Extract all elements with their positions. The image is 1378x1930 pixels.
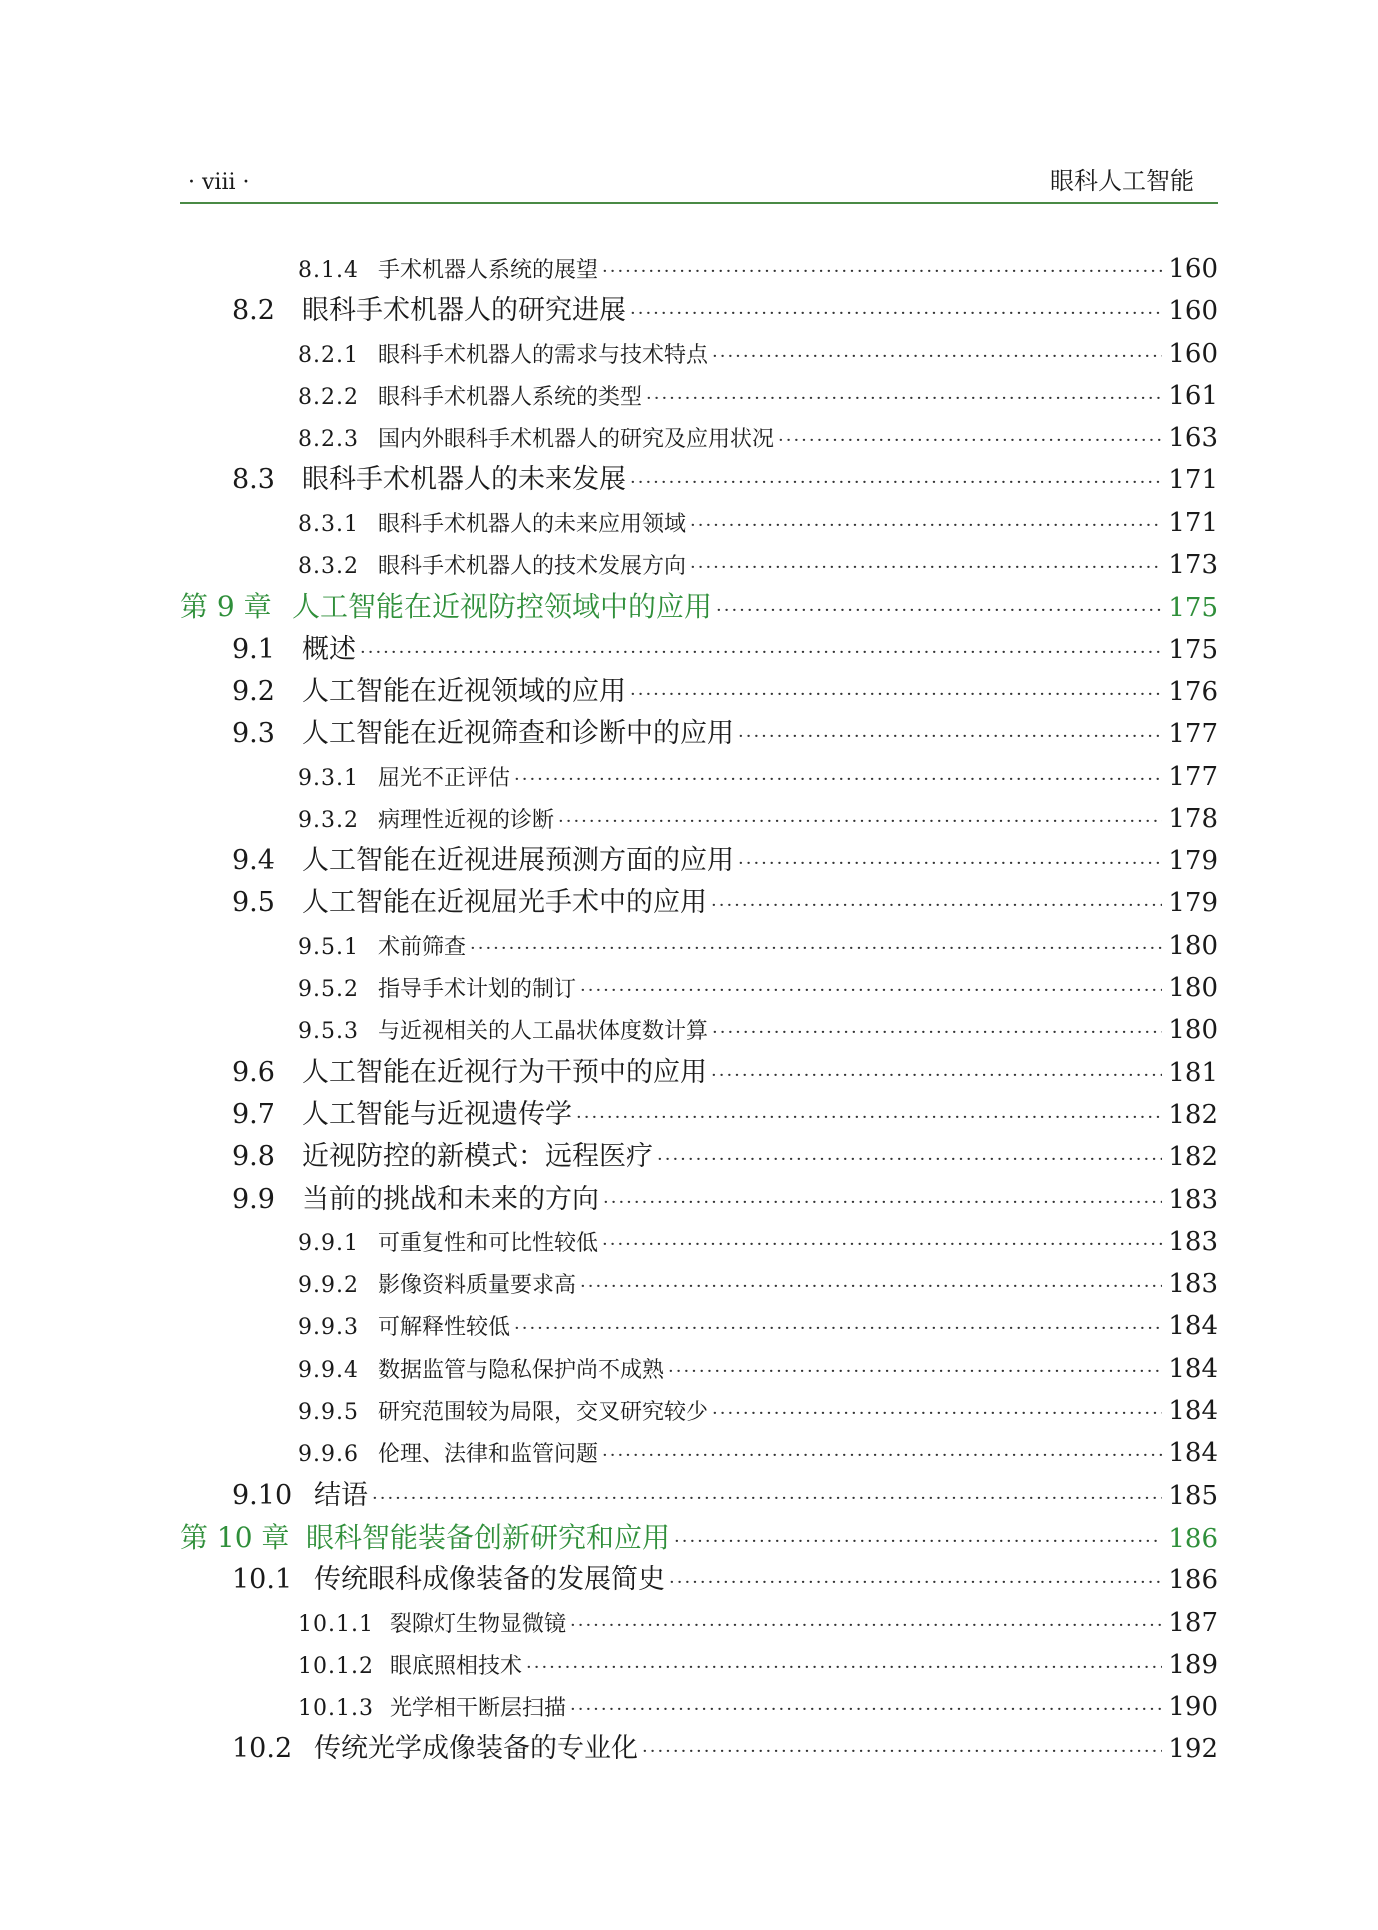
toc-entry-page: 177 <box>1168 761 1218 792</box>
toc-entry-page: 175 <box>1168 634 1218 665</box>
toc-entry-sub[interactable] <box>180 375 1218 417</box>
toc-entry-title: 可重复性和可比性较低 <box>378 1230 599 1256</box>
toc-entry-number: 10.1 <box>232 1564 293 1596</box>
toc-entry-sub[interactable] <box>180 502 1218 544</box>
toc-entry-title: 研究范围较为局限，交叉研究较少 <box>378 1400 709 1426</box>
toc-entry-title: 眼科手术机器人的技术发展方向 <box>378 554 687 580</box>
toc-entry-page: 160 <box>1168 338 1218 369</box>
toc-entry-title: 概述 <box>302 633 356 665</box>
toc-entry-section[interactable] <box>180 1052 1218 1094</box>
page-number: · viii · <box>188 170 250 195</box>
toc-entry-number: 9.5 <box>232 887 275 919</box>
toc-entry-number: 10.1.2 <box>298 1653 374 1679</box>
dot-leader <box>738 716 1162 758</box>
running-header <box>180 166 1218 204</box>
toc-entry-title: 伦理、法律和监管问题 <box>378 1442 599 1468</box>
toc-entry-title: 结语 <box>314 1479 368 1511</box>
toc-entry-sub[interactable] <box>180 967 1218 1009</box>
toc-entry-number: 8.3 <box>232 464 275 496</box>
toc-entry-page: 183 <box>1168 1184 1218 1215</box>
toc-entry-title: 影像资料质量要求高 <box>378 1273 577 1299</box>
toc-entry-page: 175 <box>1168 593 1218 624</box>
toc-entry-number: 9.7 <box>232 1098 275 1130</box>
dot-leader <box>372 1478 1162 1520</box>
dot-leader <box>711 885 1162 927</box>
toc-entry-page: 184 <box>1168 1438 1218 1469</box>
toc-entry-page: 182 <box>1168 1099 1218 1130</box>
toc-entry-page: 180 <box>1168 1015 1218 1046</box>
toc-entry-number: 第 10 章 <box>180 1520 290 1554</box>
toc-entry-number: 9.5.1 <box>298 934 359 960</box>
toc-entry-number: 9.9 <box>232 1183 275 1215</box>
toc-entry-number: 8.1.4 <box>298 258 359 283</box>
toc-entry-section[interactable] <box>180 882 1218 924</box>
toc-entry-page: 180 <box>1168 930 1218 961</box>
dot-leader <box>570 1689 1162 1731</box>
toc-entry-number: 8.3.2 <box>298 554 359 580</box>
toc-entry-sub[interactable] <box>180 333 1218 375</box>
toc-entry-number: 第 9 章 <box>180 590 272 624</box>
toc-entry-title: 屈光不正评估 <box>378 765 511 791</box>
toc-entry-section[interactable] <box>180 1094 1218 1136</box>
toc-entry-number: 8.3.1 <box>298 511 359 537</box>
toc-entry-number: 10.2 <box>232 1733 293 1765</box>
toc-entry-title: 当前的挑战和未来的方向 <box>302 1183 599 1215</box>
toc-entry-number: 9.9.4 <box>298 1357 359 1383</box>
dot-leader <box>712 1012 1162 1054</box>
toc-entry-page: 178 <box>1168 803 1218 834</box>
toc-entry-title: 眼科手术机器人的需求与技术特点 <box>378 342 709 368</box>
toc-entry-page: 189 <box>1168 1649 1218 1680</box>
toc-entry-page: 183 <box>1168 1269 1218 1300</box>
dot-leader <box>580 1266 1162 1308</box>
toc-entry-number: 9.9.5 <box>298 1400 359 1426</box>
toc-entry-sub[interactable] <box>180 1263 1218 1305</box>
toc-entry-title: 眼科手术机器人系统的类型 <box>378 384 643 410</box>
toc-entry-sub[interactable] <box>180 1305 1218 1347</box>
toc-entry-sub[interactable] <box>180 1602 1218 1644</box>
toc-entry-sub[interactable] <box>180 798 1218 840</box>
toc-entry-number: 9.9.2 <box>298 1273 359 1299</box>
toc-entry-title: 病理性近视的诊断 <box>378 807 555 833</box>
toc-entry-sub[interactable] <box>180 1390 1218 1432</box>
toc-entry-page: 192 <box>1168 1734 1218 1765</box>
toc-entry-number: 8.2.2 <box>298 384 359 410</box>
toc-entry-section[interactable] <box>180 290 1218 332</box>
dot-leader <box>580 970 1162 1012</box>
table-of-contents <box>180 248 1218 1771</box>
dot-leader <box>526 1647 1162 1689</box>
toc-entry-sub[interactable] <box>180 1686 1218 1728</box>
toc-entry-number: 9.8 <box>232 1141 275 1173</box>
toc-entry-sub[interactable] <box>180 248 1218 290</box>
toc-entry-section[interactable] <box>180 713 1218 755</box>
dot-leader <box>642 1731 1162 1773</box>
toc-entry-page: 184 <box>1168 1396 1218 1427</box>
toc-entry-page: 171 <box>1168 507 1218 538</box>
toc-entry-number: 8.2.3 <box>298 427 359 453</box>
toc-entry-title: 人工智能在近视行为干预中的应用 <box>302 1056 707 1088</box>
dot-leader <box>778 420 1162 462</box>
dot-leader <box>738 843 1162 885</box>
toc-entry-title: 指导手术计划的制订 <box>378 977 577 1003</box>
dot-leader <box>602 251 1162 293</box>
toc-entry-section[interactable] <box>180 1728 1218 1770</box>
dot-leader <box>690 547 1162 589</box>
dot-leader <box>514 759 1162 801</box>
toc-entry-title: 眼科手术机器人的研究进展 <box>302 295 626 327</box>
toc-entry-section[interactable] <box>180 459 1218 501</box>
dot-leader <box>603 1182 1162 1224</box>
toc-entry-title: 人工智能在近视防控领域中的应用 <box>292 590 713 624</box>
toc-entry-page: 182 <box>1168 1142 1218 1173</box>
toc-entry-section[interactable] <box>180 1136 1218 1178</box>
dot-leader <box>630 462 1162 504</box>
toc-entry-section[interactable] <box>180 1475 1218 1517</box>
toc-entry-sub[interactable] <box>180 1009 1218 1051</box>
toc-entry-page: 163 <box>1168 423 1218 454</box>
dot-leader <box>360 632 1162 674</box>
toc-entry-page: 173 <box>1168 550 1218 581</box>
toc-entry-sub[interactable] <box>180 1432 1218 1474</box>
toc-entry-number: 9.3 <box>232 718 275 750</box>
toc-entry-number: 9.9.6 <box>298 1442 359 1468</box>
toc-entry-sub[interactable] <box>180 417 1218 459</box>
toc-entry-title: 术前筛查 <box>378 934 467 960</box>
toc-entry-sub[interactable] <box>180 544 1218 586</box>
toc-entry-section[interactable] <box>180 671 1218 713</box>
toc-entry-number: 9.6 <box>232 1056 275 1088</box>
toc-entry-page: 186 <box>1168 1523 1218 1554</box>
toc-entry-title: 与近视相关的人工晶状体度数计算 <box>378 1019 709 1045</box>
toc-entry-title: 近视防控的新模式：远程医疗 <box>302 1141 653 1173</box>
toc-entry-title: 人工智能与近视遗传学 <box>302 1098 572 1130</box>
toc-entry-sub[interactable] <box>180 1348 1218 1390</box>
book-title: 眼科人工智能 <box>1050 167 1194 195</box>
dot-leader <box>514 1308 1162 1350</box>
dot-leader <box>716 590 1162 632</box>
toc-entry-page: 171 <box>1168 465 1218 496</box>
toc-entry-page: 186 <box>1168 1565 1218 1596</box>
toc-entry-title: 眼科智能装备创新研究和应用 <box>306 1520 671 1554</box>
toc-entry-number: 9.3.2 <box>298 807 359 833</box>
toc-entry-sub[interactable] <box>180 925 1218 967</box>
toc-entry-title: 眼科手术机器人的未来发展 <box>302 464 626 496</box>
toc-entry-number: 9.5.3 <box>298 1019 359 1045</box>
toc-entry-title: 传统眼科成像装备的发展简史 <box>314 1564 665 1596</box>
dot-leader <box>630 674 1162 716</box>
toc-entry-number: 9.4 <box>232 845 275 877</box>
toc-entry-page: 180 <box>1168 973 1218 1004</box>
dot-leader <box>630 293 1162 335</box>
toc-entry-number: 9.3.1 <box>298 765 359 791</box>
toc-entry-page: 179 <box>1168 888 1218 919</box>
toc-entry-title: 人工智能在近视屈光手术中的应用 <box>302 887 707 919</box>
toc-entry-page: 179 <box>1168 846 1218 877</box>
dot-leader <box>711 1055 1162 1097</box>
toc-entry-number: 9.10 <box>232 1479 293 1511</box>
dot-leader <box>657 1139 1162 1181</box>
dot-leader <box>669 1562 1162 1604</box>
dot-leader <box>674 1521 1162 1563</box>
toc-entry-section[interactable] <box>180 629 1218 671</box>
dot-leader <box>570 1605 1162 1647</box>
toc-entry-title: 人工智能在近视进展预测方面的应用 <box>302 845 734 877</box>
toc-entry-page: 185 <box>1168 1480 1218 1511</box>
dot-leader <box>470 928 1162 970</box>
toc-entry-sub[interactable] <box>180 1644 1218 1686</box>
toc-entry-title: 眼底照相技术 <box>390 1653 523 1679</box>
toc-entry-page: 160 <box>1168 254 1218 284</box>
toc-entry-title: 人工智能在近视筛查和诊断中的应用 <box>302 718 734 750</box>
dot-leader <box>602 1435 1162 1477</box>
toc-entry-title: 数据监管与隐私保护尚不成熟 <box>378 1357 665 1383</box>
toc-entry-chapter[interactable] <box>180 586 1218 628</box>
toc-entry-page: 161 <box>1168 380 1218 411</box>
toc-entry-page: 183 <box>1168 1226 1218 1257</box>
toc-entry-number: 10.1.3 <box>298 1696 374 1722</box>
dot-leader <box>576 1097 1162 1139</box>
toc-entry-title: 手术机器人系统的展望 <box>378 258 599 283</box>
dot-leader <box>646 378 1162 420</box>
toc-entry-number: 8.2 <box>232 295 275 327</box>
toc-entry-page: 187 <box>1168 1607 1218 1638</box>
dot-leader <box>712 1393 1162 1435</box>
toc-entry-section[interactable] <box>180 840 1218 882</box>
dot-leader <box>602 1224 1162 1266</box>
toc-entry-section[interactable] <box>180 1559 1218 1601</box>
dot-leader <box>690 505 1162 547</box>
toc-entry-page: 184 <box>1168 1353 1218 1384</box>
toc-entry-page: 177 <box>1168 719 1218 750</box>
toc-entry-number: 9.1 <box>232 633 275 665</box>
toc-entry-number: 9.9.1 <box>298 1230 359 1256</box>
toc-entry-title: 眼科手术机器人的未来应用领域 <box>378 511 687 537</box>
toc-entry-title: 可解释性较低 <box>378 1315 511 1341</box>
toc-entry-sub[interactable] <box>180 756 1218 798</box>
toc-entry-number: 9.2 <box>232 675 275 707</box>
toc-entry-number: 10.1.1 <box>298 1611 374 1637</box>
dot-leader <box>712 336 1162 378</box>
dot-leader <box>558 801 1162 843</box>
toc-entry-title: 光学相干断层扫描 <box>390 1696 567 1722</box>
dot-leader <box>668 1351 1162 1393</box>
toc-entry-title: 传统光学成像装备的专业化 <box>314 1733 638 1765</box>
toc-entry-title: 国内外眼科手术机器人的研究及应用状况 <box>378 427 775 453</box>
toc-entry-page: 181 <box>1168 1057 1218 1088</box>
toc-entry-sub[interactable] <box>180 1221 1218 1263</box>
toc-entry-number: 8.2.1 <box>298 342 359 368</box>
toc-entry-page: 184 <box>1168 1311 1218 1342</box>
toc-entry-section[interactable] <box>180 1179 1218 1221</box>
toc-entry-page: 176 <box>1168 676 1218 707</box>
toc-entry-title: 裂隙灯生物显微镜 <box>390 1611 567 1637</box>
toc-entry-page: 160 <box>1168 296 1218 327</box>
toc-entry-page: 190 <box>1168 1692 1218 1723</box>
toc-entry-number: 9.5.2 <box>298 977 359 1003</box>
toc-entry-title: 人工智能在近视领域的应用 <box>302 675 626 707</box>
toc-entry-number: 9.9.3 <box>298 1315 359 1341</box>
toc-entry-chapter[interactable] <box>180 1517 1218 1559</box>
